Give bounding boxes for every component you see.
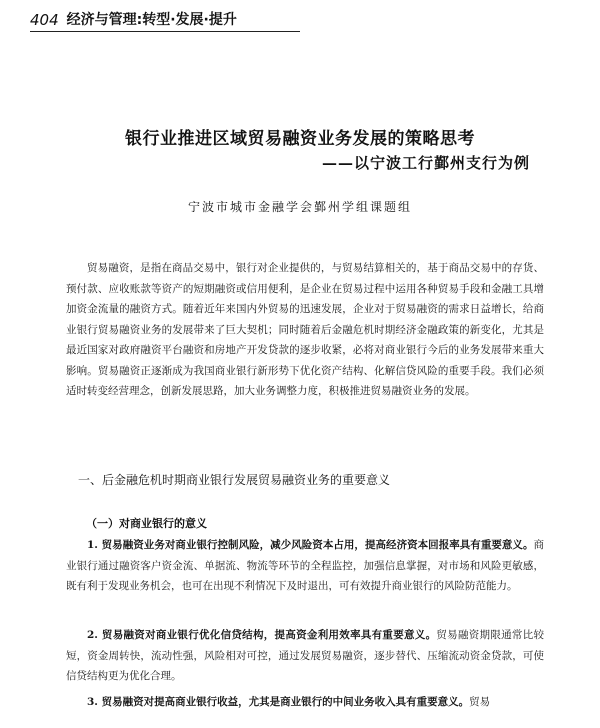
- point-2-text: 贸易融资期限通常比较短，资金周转快，流动性强，风险相对可控，通过发展贸易融资，逐步替代、压缩流动资金贷款，可使信贷结构更为优化合理。: [66, 629, 544, 682]
- page-number: 404: [30, 11, 59, 29]
- point-3-paragraph: [66, 692, 544, 714]
- point-2-paragraph: [66, 625, 544, 687]
- point-1-lead: 1. 贸易融资业务对商业银行控制风险，减少风险资本占用，提高经济资本回报率具有重要意义。: [87, 539, 534, 551]
- point-3-text: 贸易: [469, 696, 491, 708]
- point-1-paragraph: [66, 535, 544, 597]
- article-title: 银行业推进区域贸易融资业务发展的策略思考: [125, 129, 475, 149]
- article-subtitle: ——以宁波工行鄞州支行为例: [321, 154, 530, 172]
- journal-title: 经济与管理:转型·发展·提升: [66, 12, 237, 28]
- intro-paragraph: 贸易融资，是指在商品交易中，银行对企业提供的，与贸易结算相关的，基于商品交易中的存货、预付款、应收账款等资产的短期融资或信用便利，是企业在贸易过程中运用各种贸易手段和金融工具增加资金流量的融资方式。随着近年来国内外贸易的迅速发展，企业对于贸易融资的需求日益增长，给商业银行贸易融资业务的发展带来了巨大契机；同时随着后金融危机时期经济金融政策的新变化，尤其是最近国家对政府融资平台融资和房地产开发贷款的逐步收紧，必将对商业银行今后的业务发展带来重大影响。贸易融资正逐渐成为我国商业银行新形势下优化资产结构、化解信贷风险的重要手段。我们必须适时转变经营理念，创新发展思路，加大业务调整力度，积极推进贸易融资业务的发展。: [66, 262, 544, 397]
- subsection-heading: （一）对商业银行的意义: [86, 517, 207, 530]
- section-heading: 一、后金融危机时期商业银行发展贸易融资业务的重要意义: [78, 473, 391, 487]
- point-2-lead: 2. 贸易融资对商业银行优化信贷结构，提高资金利用效率具有重要意义。: [87, 629, 437, 641]
- running-head: [30, 6, 300, 32]
- point-3-lead: 3. 贸易融资对提高商业银行收益，尤其是商业银行的中间业务收入具有重要意义。: [87, 696, 470, 708]
- author-line: 宁波市城市金融学会鄞州学组课题组: [187, 200, 412, 214]
- point-1-text: 商业银行通过融资客户资金流、单据流、物流等环节的全程监控，加强信息掌握，对市场和风险更敏感，既有利于发现业务机会，也可在出现不利情况下及时退出，可有效提升商业银行的风险防范能力。: [66, 539, 544, 592]
